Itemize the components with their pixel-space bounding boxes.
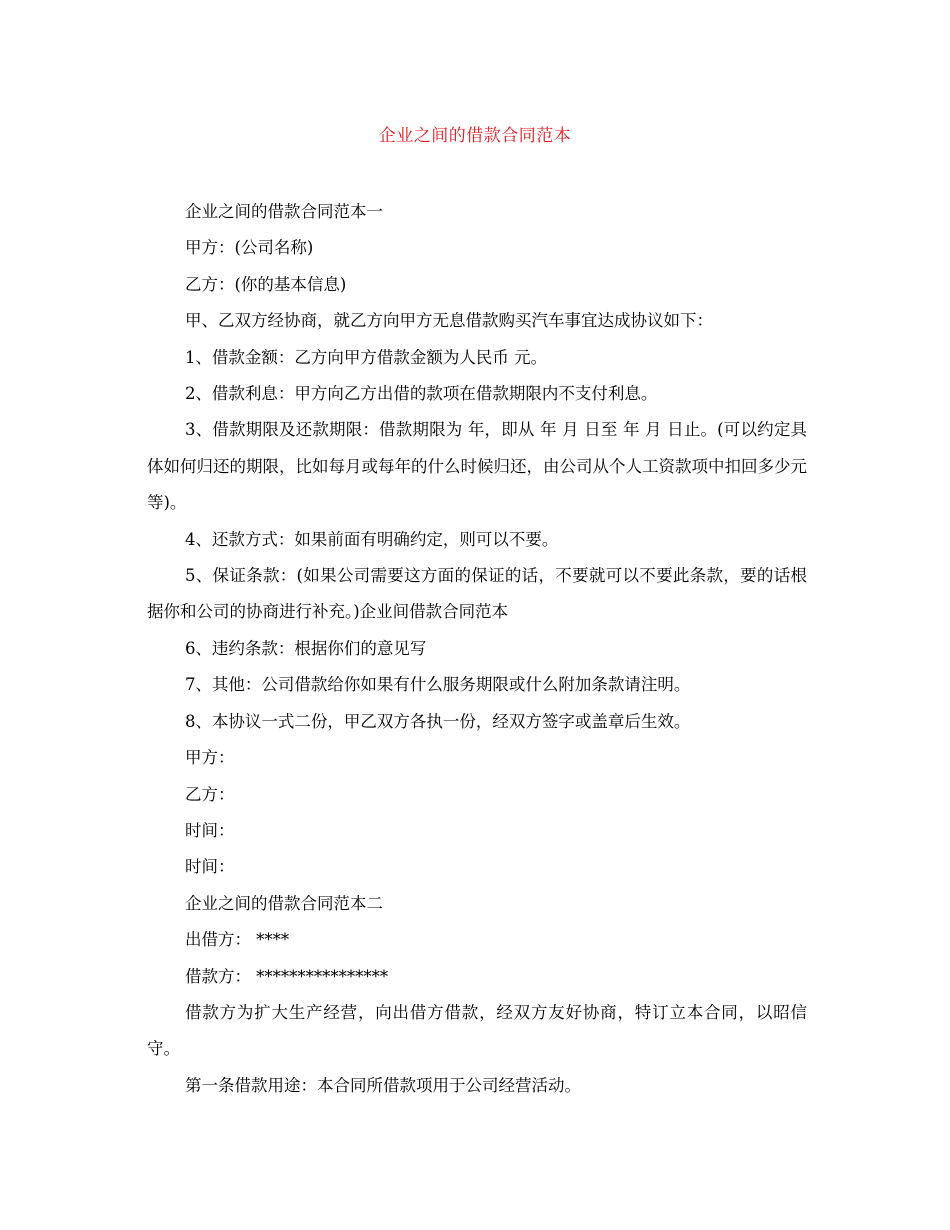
paragraph: 7、其他：公司借款给你如果有什么服务期限或什么附加条款请注明。 (184, 675, 691, 695)
document-body (147, 194, 807, 1104)
paragraph: 8、本协议一式二份，甲乙双方各执一份，经双方签字或盖章后生效。 (184, 711, 691, 731)
paragraph: 4、还款方式：如果前面有明确约定，则可以不要。 (184, 529, 559, 549)
paragraph: 时间： (184, 857, 235, 877)
paragraph: 借款方为扩大生产经营，向出借方借款，经双方友好协商，特订立本合同，以昭信守。 (147, 1002, 807, 1059)
paragraph: 第一条借款用途：本合同所借款项用于公司经营活动。 (184, 1075, 581, 1095)
paragraph: 企业之间的借款合同范本二 (184, 893, 383, 913)
paragraph: 时间： (184, 820, 235, 840)
paragraph: 甲、乙双方经协商，就乙方向甲方无息借款购买汽车事宜达成协议如下： (184, 311, 713, 331)
paragraph: 甲方：(公司名称) (184, 238, 314, 258)
paragraph: 乙方：(你的基本信息) (184, 274, 347, 294)
paragraph: 出借方： **** (184, 930, 290, 950)
paragraph: 借款方： **************** (184, 966, 389, 986)
document-title: 企业之间的借款合同范本 (378, 126, 572, 146)
paragraph: 3、借款期限及还款期限：借款期限为 年，即从 年 月 日至 年 月 日止。(可以约定具体如何归还的期限，比如每月或每年的什么时候归还，由公司从个人工资款项中扣回多少元等)。 (147, 420, 807, 513)
paragraph: 甲方： (184, 748, 235, 768)
paragraph: 1、借款金额：乙方向甲方借款金额为人民币 元。 (184, 347, 548, 367)
paragraph: 乙方： (184, 784, 235, 804)
paragraph: 企业之间的借款合同范本一 (184, 202, 383, 221)
paragraph: 2、借款利息：甲方向乙方出借的款项在借款期限内不支付利息。 (184, 384, 658, 404)
paragraph: 5、保证条款：(如果公司需要这方面的保证的话，不要就可以不要此条款，要的话根据你和公司的协商进行补充。)企业间借款合同范本 (147, 566, 807, 622)
paragraph: 6、违约条款：根据你们的意见写 (184, 638, 427, 658)
